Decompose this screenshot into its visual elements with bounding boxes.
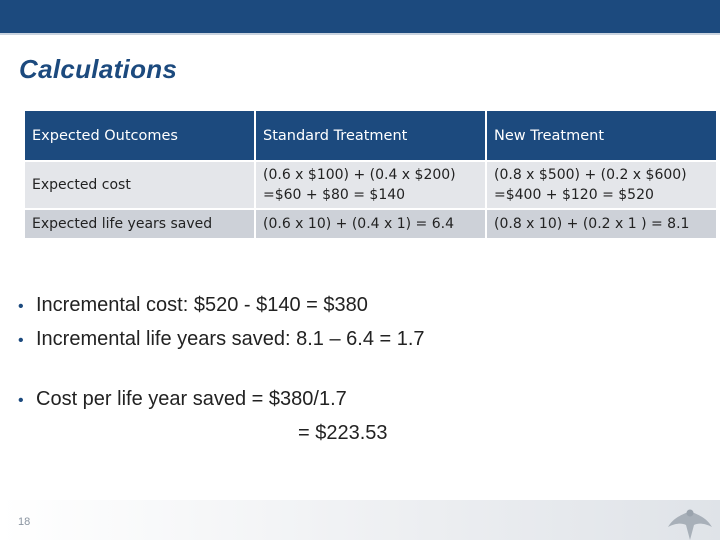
cell-line: (0.8 x $500) + (0.2 x $600) [494,167,687,183]
header-new-treatment: New Treatment [487,111,716,160]
bullet-text: Cost per life year saved = $380/1.7 [36,388,347,410]
eagle-emblem-icon [668,505,712,540]
list-item [18,382,425,416]
table-header-row [25,111,716,160]
cell-standard-life-years: (0.6 x 10) + (0.4 x 1) = 6.4 [256,210,485,238]
row-label-life-years: Expected life years saved [25,210,254,238]
bullet-list [18,288,425,450]
bullet-icon: • [18,298,24,315]
cell-new-expected-cost [487,162,716,208]
table-row [25,162,716,208]
table-row [25,210,716,238]
header-standard-treatment: Standard Treatment [256,111,485,160]
cell-new-life-years: (0.8 x 10) + (0.2 x 1 ) = 8.1 [487,210,716,238]
cell-line: =$400 + $120 = $520 [494,187,654,203]
header-expected-outcomes: Expected Outcomes [25,111,254,160]
bullet-icon: • [18,332,24,349]
cell-standard-expected-cost [256,162,485,208]
bullet-text: Incremental life years saved: 8.1 – 6.4 = 1.7 [36,328,425,350]
slide-title: Calculations [19,54,178,84]
header-divider [0,33,720,35]
list-item [18,288,425,322]
list-item [18,322,425,356]
bullet-continuation: = $223.53 [298,422,388,444]
bullet-text: Incremental cost: $520 - $140 = $380 [36,294,368,316]
footer-bar [0,500,720,540]
page-number: 18 [18,516,31,528]
outcomes-table [23,109,718,240]
cell-line: (0.6 x $100) + (0.4 x $200) [263,167,456,183]
row-label-expected-cost: Expected cost [25,162,254,208]
cell-line: =$60 + $80 = $140 [263,187,406,203]
bullet-icon: • [18,392,24,409]
header-band [0,0,720,33]
